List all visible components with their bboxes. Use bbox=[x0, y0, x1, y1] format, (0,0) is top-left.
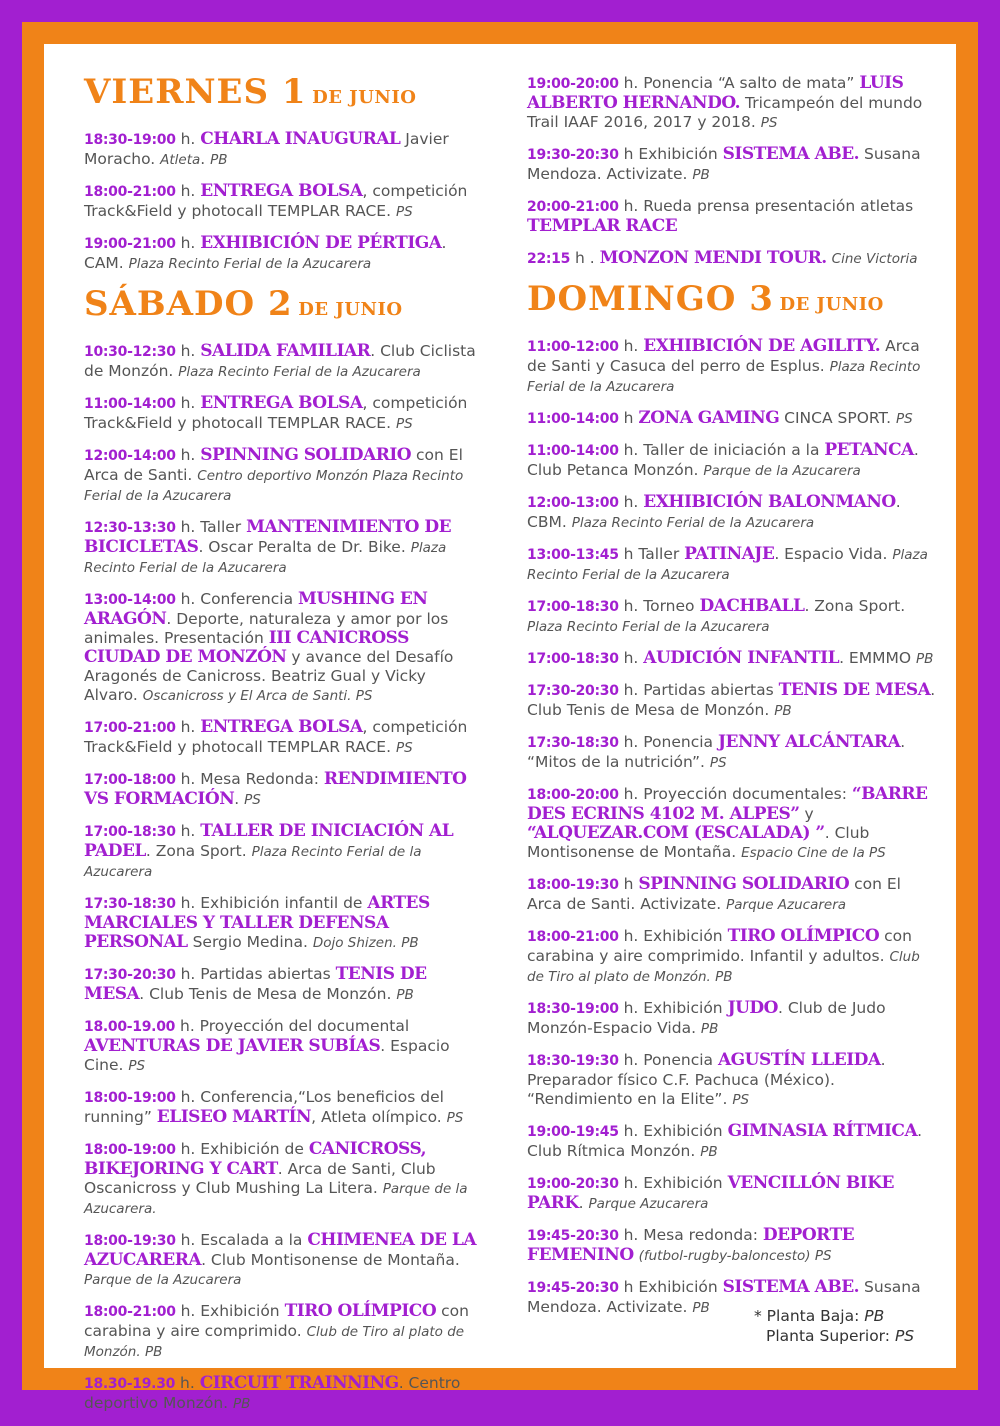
floor-legend: * Planta Baja: PB Planta Superior: PS bbox=[754, 1307, 915, 1345]
event-time: 19:30-20:30 bbox=[527, 147, 619, 163]
event-text: con El Arca de Santi. Activizate. bbox=[527, 875, 901, 913]
event-title: SISTEMA ABE. bbox=[722, 144, 860, 164]
event-text: . Club Montisonense de Montaña. bbox=[527, 824, 870, 861]
event-item bbox=[84, 894, 484, 953]
event-text: . Club Tenis de Mesa de Monzón. bbox=[139, 985, 397, 1003]
event-text: Javier Moracho. bbox=[84, 130, 449, 168]
event-title: CHIMENEA DE LA AZUCARERA bbox=[84, 1230, 477, 1270]
friday-events-continued bbox=[527, 74, 937, 269]
event-time: 11:00-14:00 bbox=[84, 396, 176, 412]
event-text: con carabina y aire comprimido. bbox=[84, 1302, 469, 1340]
event-text: h. Conferencia bbox=[175, 590, 299, 608]
event-time: 18:00-19:00 bbox=[84, 1090, 176, 1106]
event-title: TEMPLAR RACE bbox=[527, 216, 678, 236]
event-title: PATINAJE bbox=[684, 544, 775, 564]
event-text: y avance del Desafío Aragonés de Canicross. Beatriz Gual y Vicky Alvaro. bbox=[84, 648, 454, 704]
event-text: h. Taller de iniciación a la bbox=[618, 441, 825, 459]
event-time: 22:15 bbox=[527, 251, 571, 267]
event-text: h. bbox=[175, 182, 201, 200]
event-item bbox=[527, 145, 937, 185]
event-text: h. Exhibición infantil de bbox=[175, 894, 368, 912]
event-text: h. Partidas abiertas bbox=[175, 965, 336, 983]
event-time: 19:00-20:30 bbox=[527, 1176, 619, 1192]
event-item bbox=[84, 1017, 484, 1076]
event-item bbox=[84, 1302, 484, 1362]
event-text: h. Ponencia bbox=[618, 1051, 718, 1069]
event-item bbox=[84, 770, 484, 810]
event-item bbox=[84, 130, 484, 170]
event-text: h. Torneo bbox=[618, 597, 700, 615]
event-title: ENTREGA BOLSA bbox=[200, 717, 363, 737]
event-time: 18:00-19:30 bbox=[527, 877, 619, 893]
event-place: Plaza Recinto Ferial de la Azucarera bbox=[128, 256, 372, 272]
event-item bbox=[527, 1226, 937, 1266]
event-place: Dojo Shizen. PB bbox=[312, 935, 419, 951]
event-text: h Exhibición bbox=[618, 145, 723, 163]
event-title: JENNY ALCÁNTARA bbox=[717, 732, 901, 752]
event-place: Plaza Recinto Ferial de la Azucarera bbox=[84, 844, 422, 880]
event-text: h. Proyección del documental bbox=[175, 1017, 410, 1035]
event-place: PB bbox=[233, 1396, 251, 1412]
event-item bbox=[527, 785, 937, 863]
event-place: Plaza Recinto Ferial de la Azucarera bbox=[527, 619, 770, 635]
event-text: h. Ponencia “A salto de mata” bbox=[618, 74, 860, 92]
event-text: Arca de Santi y Casuca del perro de Esplus. bbox=[527, 337, 920, 375]
event-title: ENTREGA BOLSA bbox=[200, 393, 363, 413]
event-place: Plaza Recinto Ferial de la Azucarera bbox=[571, 515, 815, 531]
event-title: MUSHING EN ARAGÓN bbox=[84, 589, 428, 629]
event-time: 18.30-19.30 bbox=[84, 1376, 176, 1392]
event-item bbox=[84, 590, 484, 706]
event-title: CIRCUIT TRAINNING bbox=[199, 1373, 399, 1393]
event-title: SPINNING SOLIDARIO bbox=[638, 874, 850, 894]
event-time: 18:00-19:00 bbox=[84, 1142, 176, 1158]
event-text: h. bbox=[175, 1374, 200, 1392]
event-text: h bbox=[618, 409, 639, 427]
event-place: Club de Tiro al plato de Monzón. PB bbox=[84, 1324, 465, 1360]
event-title: CANICROSS, BIKEJORING Y CART bbox=[84, 1139, 427, 1179]
event-title: CHARLA INAUGURAL bbox=[200, 129, 401, 149]
event-title: AUDICIÓN INFANTIL bbox=[643, 648, 840, 668]
event-time: 19:00-19:45 bbox=[527, 1124, 619, 1140]
event-time: 18:30-19:00 bbox=[84, 132, 176, 148]
event-item bbox=[527, 197, 937, 237]
event-item bbox=[84, 446, 484, 506]
friday-heading: VIERNES 1 DE JUNIO bbox=[84, 72, 417, 112]
event-text: . Preparador físico C.F. Pachuca (México). “Rendimiento en la Elite”. bbox=[527, 1051, 886, 1108]
event-place: Oscanicross y El Arca de Santi. PS bbox=[142, 688, 373, 704]
event-time: 19:00-20:00 bbox=[527, 76, 619, 92]
sunday-events bbox=[527, 337, 937, 1318]
event-time: 17:00-21:00 bbox=[84, 720, 176, 736]
event-text: h. Exhibición bbox=[618, 1174, 728, 1192]
event-text: h. bbox=[618, 649, 644, 667]
event-text: h. bbox=[175, 718, 201, 736]
event-place: PS bbox=[732, 1092, 750, 1108]
event-text: . Club Ciclista de Monzón. bbox=[84, 342, 476, 380]
event-text: . Zona Sport. bbox=[804, 597, 906, 615]
event-title: SISTEMA ABE. bbox=[722, 1277, 860, 1297]
event-place: PS bbox=[446, 1110, 464, 1126]
event-text: h. bbox=[175, 234, 201, 252]
event-time: 19:45-20:30 bbox=[527, 1228, 619, 1244]
event-place: PS bbox=[244, 792, 261, 808]
event-title: ELISEO MARTÍN bbox=[156, 1107, 312, 1127]
event-text: . Espacio Cine. bbox=[84, 1037, 450, 1074]
event-title: DACHBALL bbox=[699, 596, 805, 616]
event-text: . EMMMO bbox=[839, 649, 916, 667]
event-title: ENTREGA BOLSA bbox=[200, 181, 363, 201]
event-item bbox=[527, 337, 937, 397]
event-text: h. bbox=[175, 394, 201, 412]
event-time: 13:00-13:45 bbox=[527, 547, 619, 563]
event-text: , Atleta olímpico. bbox=[311, 1108, 447, 1126]
event-time: 18.00-19.00 bbox=[84, 1019, 176, 1035]
event-title: MANTENIMIENTO DE BICICLETAS bbox=[84, 517, 452, 557]
event-item bbox=[84, 1140, 484, 1219]
event-item bbox=[84, 342, 484, 382]
event-title: ARTES MARCIALES Y TALLER DEFENSA PERSONAL bbox=[84, 893, 430, 952]
event-item bbox=[527, 1051, 937, 1110]
event-title: TALLER DE INICIACIÓN AL PADEL bbox=[84, 821, 454, 861]
event-time: 17:00-18:30 bbox=[527, 599, 619, 615]
event-text: . CAM. bbox=[84, 234, 447, 272]
event-place: (futbol-rugby-baloncesto) PS bbox=[638, 1248, 832, 1264]
event-time: 13:00-14:00 bbox=[84, 592, 176, 608]
event-text: h. Partidas abiertas bbox=[618, 681, 779, 699]
event-place: PS bbox=[395, 740, 413, 756]
event-text: h Exhibición bbox=[618, 1278, 723, 1296]
event-item bbox=[84, 1088, 484, 1128]
event-place: PB bbox=[700, 1021, 719, 1037]
event-text: con El Arca de Santi. bbox=[84, 446, 463, 484]
event-text: h. bbox=[618, 493, 644, 511]
event-time: 17:00-18:30 bbox=[84, 824, 176, 840]
event-time: 20:00-21:00 bbox=[527, 199, 619, 215]
event-text: . bbox=[200, 150, 211, 168]
event-place: PS bbox=[395, 204, 413, 220]
event-title: EXHIBICIÓN DE AGILITY. bbox=[643, 336, 881, 356]
event-item bbox=[527, 649, 937, 669]
event-item bbox=[527, 74, 937, 133]
event-item bbox=[527, 409, 937, 429]
event-item bbox=[527, 999, 937, 1039]
event-time: 17:00-18:30 bbox=[527, 651, 619, 667]
program-sheet bbox=[44, 44, 956, 1412]
event-time: 18:30-19:30 bbox=[527, 1053, 619, 1069]
event-text: h. Rueda prensa presentación atletas bbox=[618, 197, 914, 215]
event-time: 11:00-12:00 bbox=[527, 339, 619, 355]
event-item bbox=[84, 965, 484, 1005]
event-place: Atleta bbox=[160, 152, 201, 168]
event-item bbox=[527, 1174, 937, 1214]
event-place: Club de Tiro al plato de Monzón. PB bbox=[527, 949, 920, 985]
event-text: . bbox=[234, 790, 245, 808]
event-item bbox=[84, 1231, 484, 1290]
event-place: Parque de la Azucarera bbox=[703, 463, 861, 479]
event-place: PB bbox=[396, 987, 414, 1003]
friday-events bbox=[84, 130, 484, 274]
event-title: VENCILLÓN BIKE PARK bbox=[527, 1173, 894, 1213]
event-text: h. bbox=[175, 446, 201, 464]
event-time: 12:00-14:00 bbox=[84, 448, 176, 464]
event-time: 18:00-21:00 bbox=[527, 929, 619, 945]
event-text: . bbox=[578, 1194, 589, 1212]
event-text: h. Conferencia,“Los beneficios del running” bbox=[84, 1088, 444, 1126]
event-text: h . bbox=[570, 249, 600, 267]
event-text: Susana Mendoza. Activizate. bbox=[527, 145, 921, 183]
event-item bbox=[527, 681, 937, 721]
event-text: h. bbox=[175, 822, 201, 840]
event-text: h. Proyección documentales: bbox=[618, 785, 852, 803]
event-text: . Club de Judo Monzón-Espacio Vida. bbox=[527, 999, 886, 1037]
event-time: 18:00-21:00 bbox=[84, 184, 176, 200]
event-text: . Deporte, naturaleza y amor por los animales. Presentación bbox=[84, 610, 449, 647]
event-time: 12:30-13:30 bbox=[84, 520, 176, 536]
event-text: h Taller bbox=[618, 545, 685, 563]
event-item bbox=[527, 927, 937, 987]
event-text: h. Exhibición bbox=[618, 999, 728, 1017]
event-place: Parque de la Azucarera bbox=[84, 1272, 242, 1288]
event-time: 18:30-19:00 bbox=[527, 1001, 619, 1017]
event-time: 11:00-14:00 bbox=[527, 443, 619, 459]
event-text: h. bbox=[175, 342, 201, 360]
event-time: 18:00-21:00 bbox=[84, 1304, 176, 1320]
event-text: Sergio Medina. bbox=[187, 933, 313, 951]
event-item bbox=[84, 1374, 484, 1414]
event-place: Parque de la Azucarera. bbox=[84, 1181, 468, 1217]
event-text: . Club Tenis de Mesa de Monzón. bbox=[527, 681, 936, 719]
event-text: h. Exhibición bbox=[175, 1302, 285, 1320]
event-place: PS bbox=[128, 1058, 146, 1074]
event-item bbox=[527, 1122, 937, 1162]
event-item bbox=[527, 597, 937, 637]
event-time: 18:00-20:00 bbox=[527, 787, 619, 803]
event-time: 17:30-20:30 bbox=[84, 967, 176, 983]
event-title: ZONA GAMING bbox=[638, 408, 780, 428]
event-text: , competición Track&Field y photocall TEMPLAR RACE. bbox=[84, 394, 468, 432]
event-text: h. Taller bbox=[175, 518, 247, 536]
event-time: 11:00-14:00 bbox=[527, 411, 619, 427]
event-place: PS bbox=[896, 411, 913, 427]
event-place: Parque Azucarera bbox=[726, 897, 847, 913]
event-place: PB bbox=[700, 1144, 718, 1160]
event-title: PETANCA bbox=[824, 440, 914, 460]
event-text: . Centro deportivo Monzón. bbox=[84, 1374, 461, 1412]
event-place: Espacio Cine de la PS bbox=[741, 845, 886, 861]
event-item bbox=[527, 875, 937, 915]
event-title: GIMNASIA RÍTMICA bbox=[727, 1121, 918, 1141]
event-item bbox=[84, 182, 484, 222]
event-title: RENDIMIENTO VS FORMACIÓN bbox=[84, 769, 467, 809]
event-text: . Arca de Santi, Club Oscanicross y Club Mushing La Litera. bbox=[84, 1160, 436, 1197]
event-item bbox=[84, 518, 484, 578]
event-title: DEPORTE FEMENINO bbox=[527, 1225, 855, 1265]
event-title: AVENTURAS DE JAVIER SUBÍAS bbox=[84, 1036, 381, 1056]
event-text: . Zona Sport. bbox=[145, 842, 252, 860]
event-time: 19:45-20:30 bbox=[527, 1280, 619, 1296]
event-text: h. Mesa redonda: bbox=[618, 1226, 763, 1244]
event-title: III CANICROSS CIUDAD DE MONZÓN bbox=[84, 628, 409, 667]
event-time: 19:00-21:00 bbox=[84, 236, 176, 252]
event-time: 17:30-20:30 bbox=[527, 683, 619, 699]
event-text: h. Exhibición de bbox=[175, 1140, 309, 1158]
event-title: TENIS DE MESA bbox=[84, 964, 427, 1004]
event-text: . Espacio Vida. bbox=[774, 545, 893, 563]
event-title: MONZON MENDI TOUR. bbox=[599, 248, 827, 268]
event-text: . Club Montisonense de Montaña. bbox=[201, 1251, 460, 1269]
event-text: h bbox=[618, 875, 639, 893]
event-title: SPINNING SOLIDARIO bbox=[200, 445, 412, 465]
event-text: . “Mitos de la nutrición”. bbox=[527, 733, 906, 771]
event-place: Plaza Recinto Ferial de la Azucarera bbox=[527, 359, 921, 395]
event-title: EXHIBICIÓN BALONMANO bbox=[643, 492, 896, 512]
event-title: AGUSTÍN LLEIDA bbox=[717, 1050, 881, 1070]
event-item bbox=[527, 545, 937, 585]
event-place: PB bbox=[692, 167, 710, 183]
event-text: . Oscar Peralta de Dr. Bike. bbox=[198, 538, 411, 556]
event-time: 18:00-19:30 bbox=[84, 1233, 176, 1249]
event-text: con carabina y aire comprimido. Infantil y adultos. bbox=[527, 927, 912, 965]
event-place: PB bbox=[692, 1300, 710, 1316]
event-item bbox=[527, 249, 937, 269]
right-column bbox=[527, 74, 937, 1330]
event-item bbox=[84, 822, 484, 882]
left-column bbox=[84, 74, 484, 1426]
event-item bbox=[527, 733, 937, 773]
event-place: PS bbox=[709, 755, 727, 771]
event-place: Parque Azucarera bbox=[588, 1196, 709, 1212]
event-place: Plaza Recinto Ferial de la Azucarera bbox=[527, 547, 928, 583]
event-title: TIRO OLÍMPICO bbox=[727, 926, 880, 946]
event-text: CINCA SPORT. bbox=[779, 409, 897, 427]
sunday-heading: DOMINGO 3 DE JUNIO bbox=[527, 279, 884, 319]
event-title: LUIS ALBERTO HERNANDO. bbox=[527, 73, 904, 113]
event-time: 17:30-18:30 bbox=[84, 896, 176, 912]
event-item bbox=[527, 441, 937, 481]
event-place: PS bbox=[760, 115, 778, 131]
event-text: h. Escalada a la bbox=[175, 1231, 308, 1249]
event-title: “BARRE DES ECRINS 4102 M. ALPES” bbox=[527, 784, 928, 824]
event-place: PB bbox=[210, 152, 228, 168]
event-place: PB bbox=[774, 703, 792, 719]
event-time: 12:00-13:00 bbox=[527, 495, 619, 511]
event-text: , competición Track&Field y photocall TEMPLAR RACE. bbox=[84, 182, 468, 220]
event-text: . Club Petanca Monzón. bbox=[527, 441, 919, 479]
event-item bbox=[527, 493, 937, 533]
event-place: PB bbox=[915, 651, 934, 667]
event-title: SALIDA FAMILIAR bbox=[200, 341, 371, 361]
event-text: h. bbox=[618, 337, 644, 355]
event-time: 17:30-18:30 bbox=[527, 735, 619, 751]
event-text: , competición Track&Field y photocall TEMPLAR RACE. bbox=[84, 718, 468, 756]
event-title: TIRO OLÍMPICO bbox=[284, 1301, 437, 1321]
event-place: Cine Victoria bbox=[831, 251, 918, 267]
event-title: EXHIBICIÓN DE PÉRTIGA bbox=[200, 233, 442, 253]
saturday-heading: SÁBADO 2 DE JUNIO bbox=[84, 284, 403, 324]
event-title: TENIS DE MESA bbox=[778, 680, 931, 700]
event-time: 10:30-12:30 bbox=[84, 344, 176, 360]
event-text: h. Ponencia bbox=[618, 733, 718, 751]
event-item bbox=[84, 394, 484, 434]
event-title: JUDO bbox=[727, 998, 778, 1018]
event-text: y bbox=[799, 805, 814, 823]
event-text: h. Mesa Redonda: bbox=[175, 770, 324, 788]
event-text: Susana Mendoza. Activizate. bbox=[527, 1278, 921, 1316]
event-text: . Club Rítmica Monzón. bbox=[527, 1122, 923, 1160]
event-text: h. Exhibición bbox=[618, 927, 728, 945]
event-title: “ALQUEZAR.COM (ESCALADA) ” bbox=[527, 823, 825, 843]
event-item bbox=[84, 718, 484, 758]
saturday-events bbox=[84, 342, 484, 1414]
event-text: h. bbox=[175, 130, 201, 148]
event-place: Plaza Recinto Ferial de la Azucarera bbox=[84, 540, 447, 576]
event-text: h. Exhibición bbox=[618, 1122, 728, 1140]
event-place: PS bbox=[395, 416, 413, 432]
event-time: 17:00-18:00 bbox=[84, 772, 176, 788]
event-text: . CBM. bbox=[527, 493, 901, 531]
event-item bbox=[84, 234, 484, 274]
event-place: Centro deportivo Monzón Plaza Recinto Ferial de la Azucarera bbox=[84, 468, 464, 504]
event-text: Tricampeón del mundo Trail IAAF 2016, 2017 y 2018. bbox=[527, 94, 923, 131]
event-place: Plaza Recinto Ferial de la Azucarera bbox=[178, 364, 421, 380]
